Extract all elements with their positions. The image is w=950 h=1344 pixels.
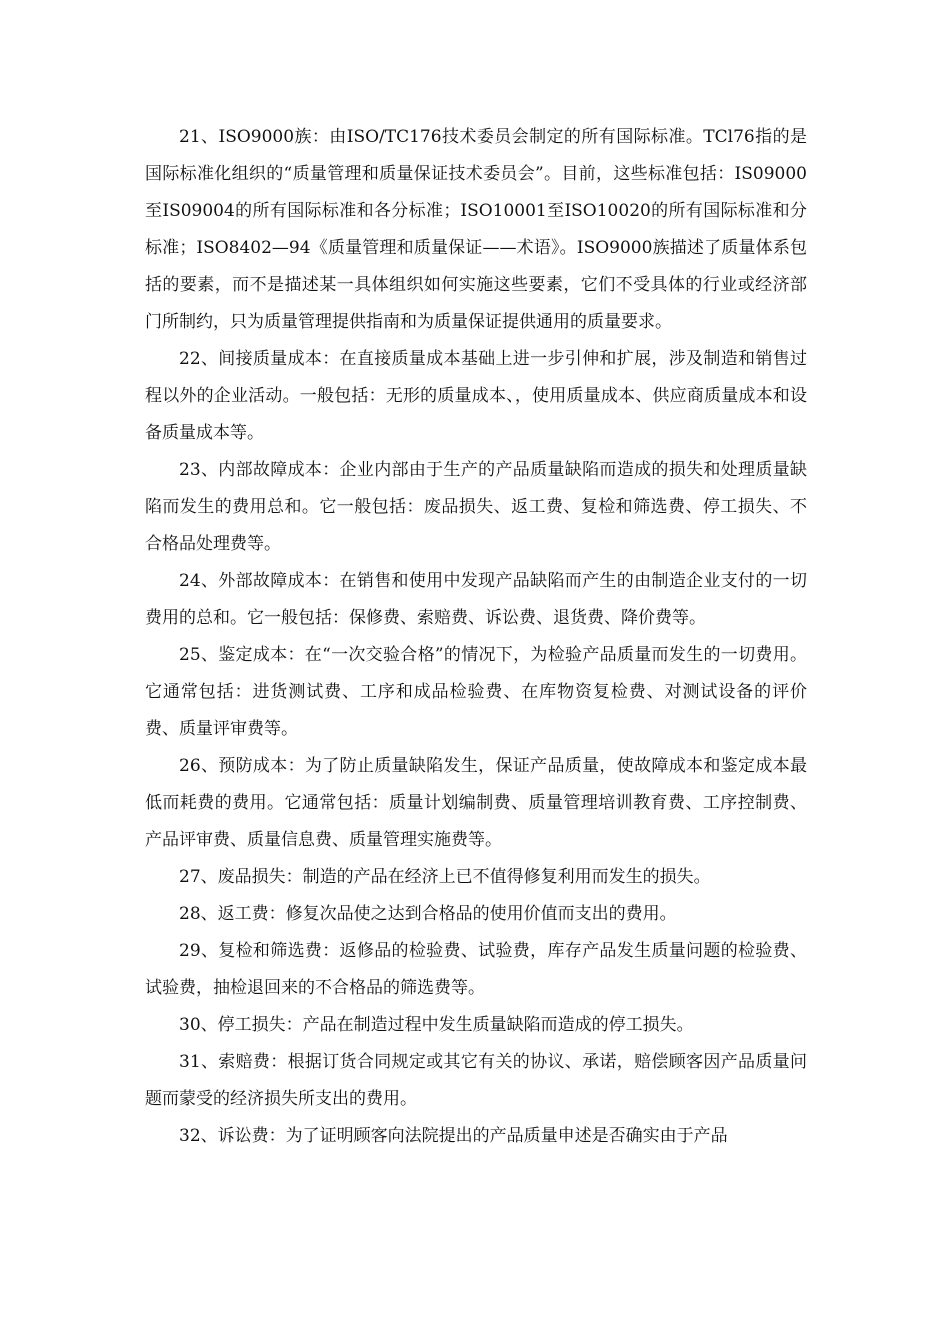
paragraph-26: 26、预防成本：为了防止质量缺陷发生，保证产品质量，使故障成本和鉴定成本最低而耗费的费用。它通常包括：质量计划编制费、质量管理培训教育费、工序控制费、产品评审费、质量信息费、质量管理实施费等。 <box>145 756 807 850</box>
document-body <box>145 119 807 1155</box>
paragraph-22: 22、间接质量成本：在直接质量成本基础上进一步引伸和扩展，涉及制造和销售过程以外的企业活动。一般包括：无形的质量成本、，使用质量成本、供应商质量成本和设备质量成本等。 <box>145 349 807 443</box>
paragraph-21: 21、ISO9000族：由ISO/TC176技术委员会制定的所有国际标准。TCl76指的是国际标准化组织的“质量管理和质量保证技术委员会”。目前，这些标准包括：IS09000至IS09004的所有国际标准和各分标准；ISO10001至ISO10020的所有国际标准和分标准；ISO8402—94《质量管理和质量保证——术语》。ISO9000族描述了质量体系包括的要素，而不是描述某一具体组织如何实施这些要素，它们不受具体的行业或经济部门所制约，只为质量管理提供指南和为质量保证提供通用的质量要求。 <box>145 127 807 332</box>
paragraph-27: 27、废品损失：制造的产品在经济上已不值得修复利用而发生的损失。 <box>179 867 711 887</box>
paragraph-32: 32、诉讼费：为了证明顾客向法院提出的产品质量申述是否确实由于产品 <box>179 1126 728 1146</box>
paragraph-28: 28、返工费：修复次品使之达到合格品的使用价值而支出的费用。 <box>179 904 677 924</box>
paragraph-25: 25、鉴定成本：在“一次交验合格”的情况下，为检验产品质量而发生的一切费用。它通常包括：进货测试费、工序和成品检验费、在库物资复检费、对测试设备的评价费、质量评审费等。 <box>145 645 807 739</box>
paragraph-23: 23、内部故障成本：企业内部由于生产的产品质量缺陷而造成的损失和处理质量缺陷而发生的费用总和。它一般包括：废品损失、返工费、复检和筛选费、停工损失、不合格品处理费等。 <box>145 460 807 554</box>
paragraph-29: 29、复检和筛选费：返修品的检验费、试验费，库存产品发生质量问题的检验费、试验费，抽检退回来的不合格品的筛选费等。 <box>145 941 807 998</box>
paragraph-31: 31、索赔费：根据订货合同规定或其它有关的协议、承诺，赔偿顾客因产品质量问题而蒙受的经济损失所支出的费用。 <box>145 1052 807 1109</box>
paragraph-30: 30、停工损失：产品在制造过程中发生质量缺陷而造成的停工损失。 <box>179 1015 694 1035</box>
paragraph-24: 24、外部故障成本：在销售和使用中发现产品缺陷而产生的由制造企业支付的一切费用的总和。它一般包括：保修费、索赔费、诉讼费、退货费、降价费等。 <box>145 571 807 628</box>
